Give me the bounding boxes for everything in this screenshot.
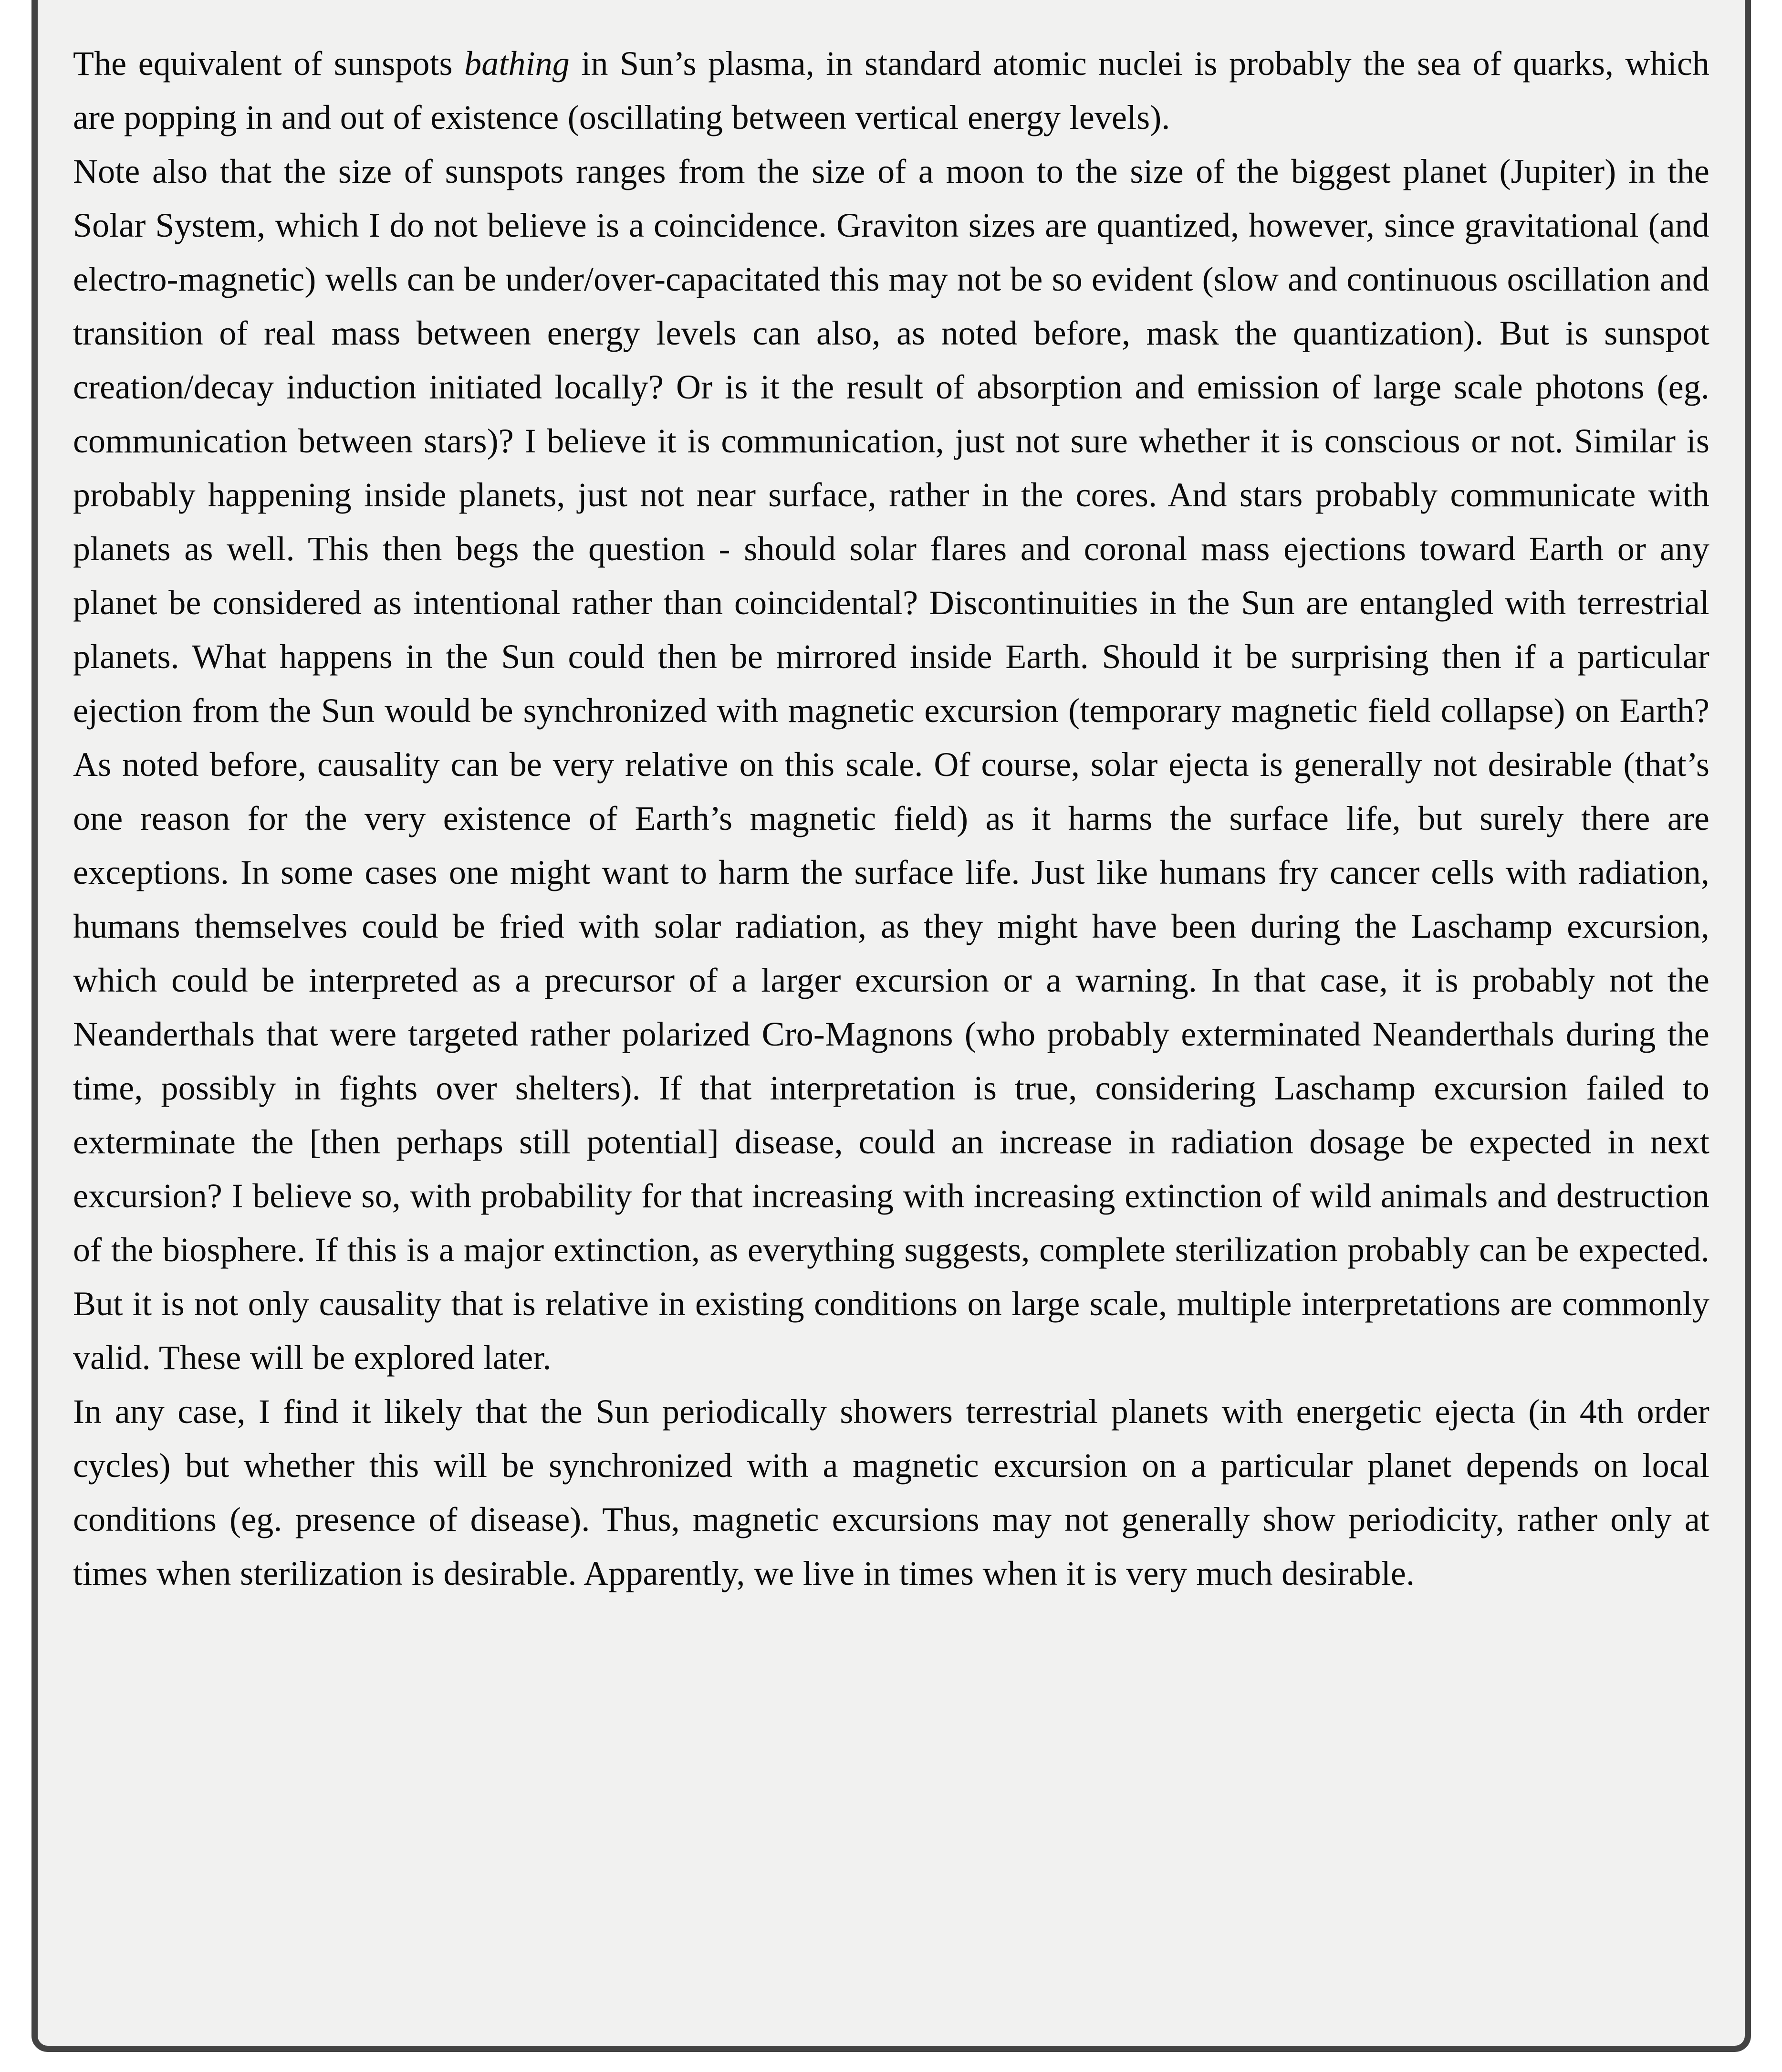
note-box-content [38,0,1745,2046]
paragraph-3 [73,1385,1709,1601]
paragraph-1-emphasis-bathing: bathing [464,44,570,83]
document-text-body [73,37,1709,1601]
paragraph-2-text: Note also that the size of sunspots ranges from the size of a moon to the size of the biggest planet (Jupiter) in the Solar System, which I do not believe is a coincidence. Graviton sizes are quantized, however, since gravitational (and electro-magnetic) wells can be under/over-capacitated this may not be so evident (slow and continuous oscillation and transition of real mass between energy levels can also, as noted before, mask the quantization). But is sunspot creation/decay induction initiated locally? Or is it the result of absorption and emission of large scale photons (eg. communication between stars)? I believe it is communication, just not sure whether it is conscious or not. Similar is probably happening inside planets, just not near surface, rather in the cores. And stars probably communicate with planets as well. This then begs the question - should solar flares and coronal mass ejections toward Earth or any planet be considered as intentional rather than coincidental? Discontinuities in the Sun are entangled with terrestrial planets. What happens in the Sun could then be mirrored inside Earth. Should it be surprising then if a particular ejection from the Sun would be synchronized with magnetic excursion (temporary magnetic field collapse) on Earth? As noted before, causality can be very relative on this scale. Of course, solar ejecta is generally not desirable (that’s one reason for the very existence of Earth’s magnetic field) as it harms the surface life, but surely there are exceptions. In some cases one might want to harm the surface life. Just like humans fry cancer cells with radiation, humans themselves could be fried with solar radiation, as they might have been during the Laschamp excursion, which could be interpreted as a precursor of a larger excursion or a warning. In that case, it is probably not the Neanderthals that were targeted rather polarized Cro-Magnons (who probably exterminated Neanderthals during the time, possibly in fights over shelters). If that interpretation is true, considering Laschamp excursion failed to exterminate the [then perhaps still potential] disease, could an increase in radiation dosage be expected in next excursion? I believe so, with probability for that increasing with increasing extinction of wild animals and destruction of the biosphere. If this is a major extinction, as everything suggests, complete sterilization probably can be expected. But it is not only causality that is relative in existing conditions on large scale, multiple interpretations are commonly valid. These will be explored later. [73,152,1709,1377]
paragraph-1 [73,37,1709,145]
paragraph-1-segment-3: in Sun’s plasma, in standard atomic nuclei is probably the sea of quarks, which are popping in and out of existence (oscillating between vertical energy levels). [73,44,1709,136]
paragraph-3-text: In any case, I find it likely that the Sun periodically showers terrestrial planets with energetic ejecta (in 4th order cycles) but whether this will be synchronized with a magnetic excursion on a particular planet depends on local conditions (eg. presence of disease). Thus, magnetic excursions may not generally show periodicity, rather only at times when sterilization is desirable. Apparently, we live in times when it is very much desirable. [73,1392,1709,1592]
paragraph-1-segment-1: The equivalent of sunspots [73,44,465,83]
paragraph-2 [73,145,1709,1385]
note-box-frame [31,0,1751,2052]
